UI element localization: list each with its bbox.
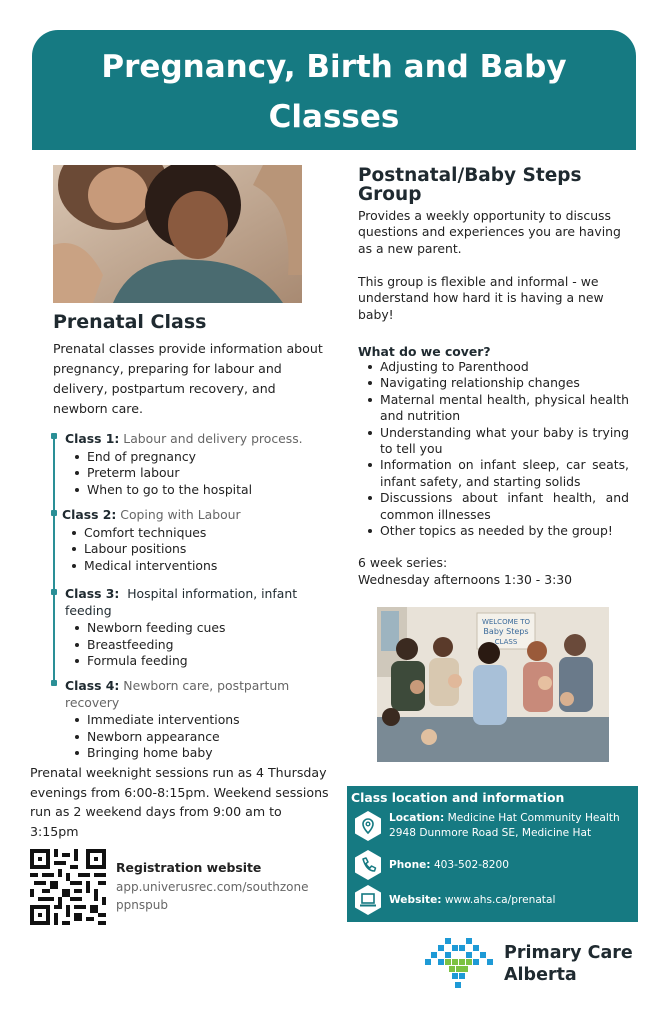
page-title-line1: Pregnancy, Birth and Baby bbox=[101, 49, 567, 85]
timeline-dot bbox=[51, 510, 57, 516]
list-item: Understanding what your baby is trying to tell you bbox=[358, 425, 629, 458]
session-schedule: Prenatal weeknight sessions run as 4 Thursday evenings from 6:00-8:15pm. Weekend sessions run as 2 weekend days from 9:00 am to 3:15pm bbox=[30, 765, 329, 839]
registration-url[interactable]: app.univerusrec.com/southzone bbox=[116, 880, 309, 894]
phone-icon bbox=[353, 849, 383, 881]
location-row: Location: Medicine Hat Community Health 2948 Dunmore Road SE, Medicine Hat bbox=[353, 810, 620, 842]
list-item: Formula feeding bbox=[65, 653, 305, 670]
postnatal-intro: Provides a weekly opportunity to discuss questions and experiences you are having as a new parent. bbox=[358, 208, 621, 256]
class-1-block: Class 1: Labour and delivery process. End of pregnancy Preterm labour When to go to the hospital bbox=[65, 431, 325, 498]
location-address: 2948 Dunmore Road SE, Medicine Hat bbox=[389, 827, 592, 839]
list-item: Comfort techniques bbox=[62, 525, 322, 542]
info-title: Class location and information bbox=[351, 790, 565, 805]
page-title-line2: Classes bbox=[268, 99, 400, 135]
list-item: Newborn appearance bbox=[65, 729, 305, 746]
series-schedule: Wednesday afternoons 1:30 - 3:30 bbox=[358, 572, 573, 587]
registration-url-cont[interactable]: ppnspub bbox=[116, 898, 168, 912]
website-value[interactable]: www.ahs.ca/prenatal bbox=[444, 893, 556, 906]
list-item: Labour positions bbox=[62, 541, 322, 558]
couple-photo bbox=[53, 165, 302, 303]
svg-text:CLASS: CLASS bbox=[494, 638, 518, 646]
list-item: Information on infant sleep, car seats, infant safety, and starting solids bbox=[358, 457, 629, 490]
timeline-dot bbox=[51, 680, 57, 686]
class-2-block: Class 2: Coping with Labour Comfort techniques Labour positions Medical interventions bbox=[62, 507, 322, 574]
list-item: Breastfeeding bbox=[65, 637, 305, 654]
group-photo bbox=[377, 607, 609, 762]
svg-text:Baby Steps: Baby Steps bbox=[483, 627, 529, 636]
list-item: Bringing home baby bbox=[65, 745, 305, 762]
timeline-dot bbox=[51, 433, 57, 439]
list-item: When to go to the hospital bbox=[65, 482, 325, 499]
list-item: Immediate interventions bbox=[65, 712, 305, 729]
svg-text:WELCOME TO: WELCOME TO bbox=[481, 618, 531, 626]
registration-title: Registration website bbox=[116, 860, 262, 875]
postnatal-intro-2: This group is flexible and informal - we understand how hard it is having a new baby! bbox=[358, 274, 604, 322]
location-value: Medicine Hat Community Health bbox=[447, 812, 620, 824]
series-label: 6 week series: bbox=[358, 555, 448, 570]
class-3-block: Class 3: Hospital information, infant feeding Newborn feeding cues Breastfeeding Formula feeding bbox=[65, 586, 305, 670]
list-item: Other topics as needed by the group! bbox=[358, 523, 629, 539]
list-item: Newborn feeding cues bbox=[65, 620, 305, 637]
list-item: End of pregnancy bbox=[65, 449, 325, 466]
cover-heading: What do we cover? bbox=[358, 344, 491, 359]
list-item: Medical interventions bbox=[62, 558, 322, 575]
map-pin-icon bbox=[353, 810, 383, 842]
list-item: Preterm labour bbox=[65, 465, 325, 482]
list-item: Maternal mental health, physical health and nutrition bbox=[358, 392, 629, 425]
prenatal-class-title: Prenatal Class bbox=[53, 311, 207, 333]
brand-name: Primary Care Alberta bbox=[504, 943, 633, 985]
laptop-icon bbox=[353, 884, 383, 916]
list-item: Adjusting to Parenthood bbox=[358, 359, 629, 375]
list-item: Discussions about infant health, and common illnesses bbox=[358, 490, 629, 523]
timeline-dot bbox=[51, 589, 57, 595]
class-timeline bbox=[53, 436, 55, 684]
primary-care-alberta-logo bbox=[425, 938, 495, 990]
phone-value[interactable]: 403-502-8200 bbox=[433, 858, 509, 871]
postnatal-title: Postnatal/Baby Steps Group bbox=[358, 165, 582, 205]
list-item: Navigating relationship changes bbox=[358, 375, 629, 391]
phone-row: Phone: 403-502-8200 bbox=[353, 849, 509, 881]
prenatal-description: Prenatal classes provide information about pregnancy, preparing for labour and delivery, postpartum recovery, and newborn care. bbox=[53, 341, 323, 416]
website-row: Website: www.ahs.ca/prenatal bbox=[353, 884, 555, 916]
cover-list bbox=[358, 359, 629, 539]
class-info-box bbox=[347, 786, 638, 922]
class-4-block: Class 4: Newborn care, postpartum recovery Immediate interventions Newborn appearance Bringing home baby bbox=[65, 678, 305, 762]
qr-code[interactable] bbox=[30, 849, 106, 925]
title-banner bbox=[32, 30, 636, 150]
